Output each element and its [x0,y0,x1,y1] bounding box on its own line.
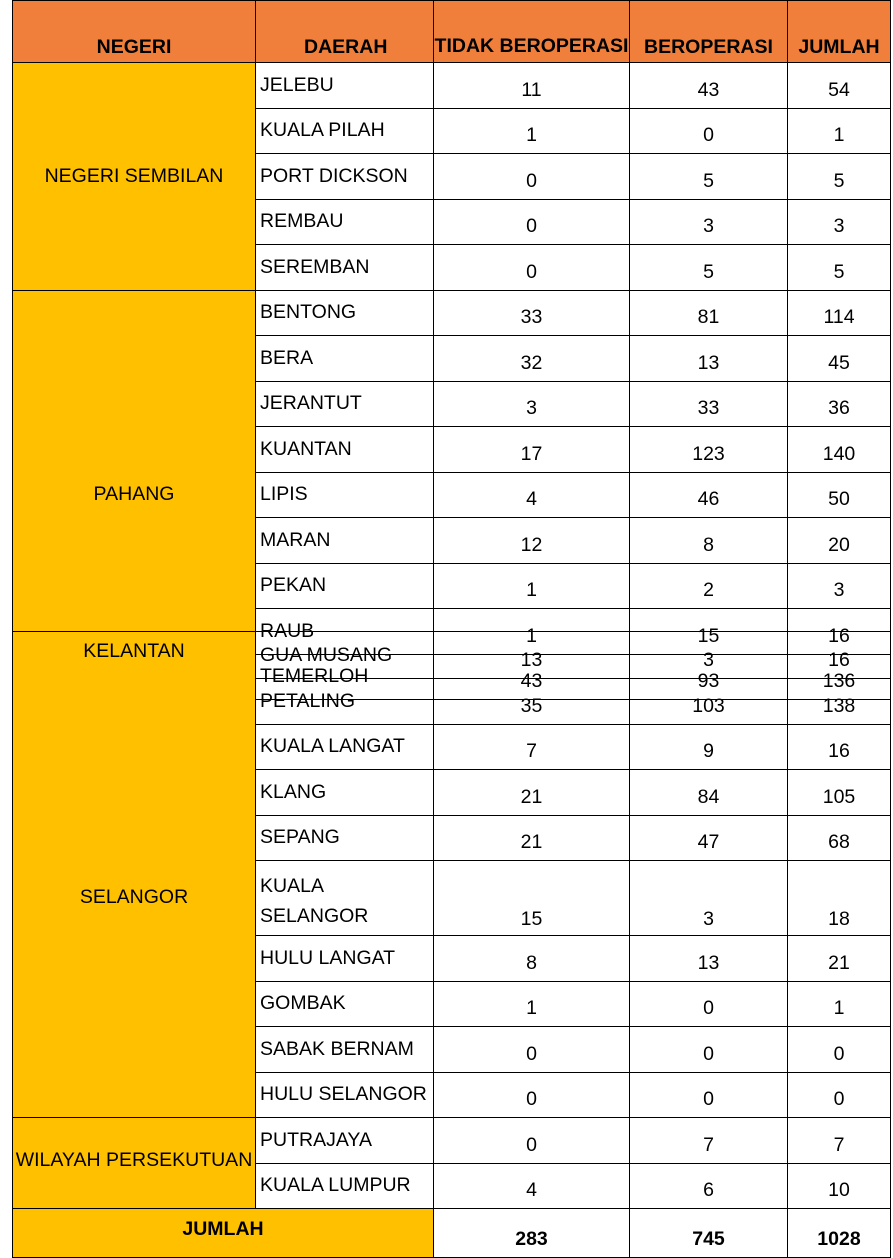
negeri-sembilan-group [13,63,891,291]
district-cell: GUA MUSANG [256,632,434,679]
jumlah-cell: 50 [788,472,891,518]
tidak-cell: 0 [434,245,630,291]
selangor-group [13,679,891,1118]
jumlah-cell: 114 [788,290,891,336]
jumlah-cell: 36 [788,381,891,427]
jumlah-cell: 138 [788,679,891,725]
ber-cell: 0 [630,1027,788,1073]
ber-cell: 103 [630,679,788,725]
tidak-cell: 7 [434,724,630,770]
district-cell: KLANG [256,770,434,816]
tidak-cell: 43 [434,654,630,700]
ber-cell: 0 [630,108,788,154]
ber-cell: 123 [630,427,788,473]
jumlah-cell: 21 [788,936,891,982]
district-cell: PUTRAJAYA [256,1118,434,1164]
table-row [13,632,891,679]
tidak-cell: 13 [434,632,630,679]
total-label: JUMLAH [13,1209,434,1258]
district-cell: LIPIS [256,472,434,518]
district-cell: BERA [256,336,434,382]
header-jumlah: JUMLAH [788,1,891,63]
tidak-cell: 0 [434,1118,630,1164]
ber-cell: 46 [630,472,788,518]
district-cell: HULU LANGAT [256,936,434,982]
table-row [13,63,891,109]
ber-cell: 8 [630,518,788,564]
jumlah-cell: 68 [788,815,891,861]
district-cell: REMBAU [256,199,434,245]
header-row [13,1,891,63]
district-cell: MARAN [256,518,434,564]
tidak-cell: 12 [434,518,630,564]
header-daerah: DAERAH [256,1,434,63]
jumlah-cell: 10 [788,1163,891,1209]
ber-cell: 5 [630,154,788,200]
jumlah-cell: 16 [788,632,891,679]
tidak-cell: 8 [434,936,630,982]
district-cell: KUALA PILAH [256,108,434,154]
state-name: KELANTAN [13,632,256,679]
jumlah-cell: 7 [788,1118,891,1164]
district-cell: SABAK BERNAM [256,1027,434,1073]
district-cell: HULU SELANGOR [256,1072,434,1118]
district-cell: KUANTAN [256,427,434,473]
tidak-cell: 0 [434,1072,630,1118]
ber-cell: 2 [630,563,788,609]
tidak-cell: 0 [434,154,630,200]
tidak-cell: 3 [434,381,630,427]
tidak-cell: 1 [434,609,630,655]
district-cell: JELEBU [256,63,434,109]
ber-cell: 13 [630,936,788,982]
ber-cell: 6 [630,1163,788,1209]
total-ber: 745 [630,1209,788,1258]
tidak-cell: 33 [434,290,630,336]
table-top [12,0,891,700]
tidak-cell: 32 [434,336,630,382]
tidak-cell: 21 [434,770,630,816]
tidak-cell: 1 [434,563,630,609]
tidak-cell: 0 [434,1027,630,1073]
table-row [13,1118,891,1164]
ber-cell: 93 [630,654,788,700]
jumlah-cell: 1 [788,981,891,1027]
ber-cell: 13 [630,336,788,382]
header-beroperasi: BEROPERASI [630,1,788,63]
ber-cell: 0 [630,981,788,1027]
table-row [13,290,891,336]
ber-cell: 3 [630,199,788,245]
jumlah-cell: 5 [788,245,891,291]
ber-cell: 0 [630,1072,788,1118]
jumlah-cell: 54 [788,63,891,109]
district-cell: BENTONG [256,290,434,336]
jumlah-cell: 136 [788,654,891,700]
jumlah-cell: 0 [788,1027,891,1073]
tidak-cell: 35 [434,679,630,725]
district-cell: GOMBAK [256,981,434,1027]
district-cell: PEKAN [256,563,434,609]
tidak-cell: 11 [434,63,630,109]
header-tidak-beroperasi: TIDAK BEROPERASI [434,1,630,63]
jumlah-cell: 16 [788,609,891,655]
district-cell: KUALA LANGAT [256,724,434,770]
jumlah-cell: 1 [788,108,891,154]
district-cell: JERANTUT [256,381,434,427]
tidak-cell: 17 [434,427,630,473]
total-tidak: 283 [434,1209,630,1258]
jumlah-cell: 18 [788,861,891,936]
ber-cell: 3 [630,632,788,679]
wilayah-group [13,1118,891,1209]
jumlah-cell: 105 [788,770,891,816]
district-cell: KUALA LUMPUR [256,1163,434,1209]
tidak-cell: 15 [434,861,630,936]
district-cell: SEPANG [256,815,434,861]
jumlah-cell: 16 [788,724,891,770]
total-jumlah: 1028 [788,1209,891,1258]
ber-cell: 47 [630,815,788,861]
tidak-cell: 21 [434,815,630,861]
tidak-cell: 4 [434,472,630,518]
jumlah-cell: 20 [788,518,891,564]
jumlah-cell: 3 [788,199,891,245]
district-cell: PORT DICKSON [256,154,434,200]
state-name: SELANGOR [13,679,256,1118]
state-name: PAHANG [13,290,256,700]
table-bottom [12,631,891,1258]
tidak-cell: 1 [434,108,630,154]
jumlah-cell: 3 [788,563,891,609]
ber-cell: 84 [630,770,788,816]
district-cell: PETALING [256,679,434,725]
jumlah-cell: 5 [788,154,891,200]
tidak-cell: 4 [434,1163,630,1209]
jumlah-cell: 0 [788,1072,891,1118]
ber-cell: 7 [630,1118,788,1164]
ber-cell: 5 [630,245,788,291]
ber-cell: 33 [630,381,788,427]
ber-cell: 43 [630,63,788,109]
jumlah-cell: 45 [788,336,891,382]
state-name: WILAYAH PERSEKUTUAN [13,1118,256,1209]
ber-cell: 3 [630,861,788,936]
tidak-cell: 0 [434,199,630,245]
state-name: NEGERI SEMBILAN [13,63,256,291]
jumlah-cell: 140 [788,427,891,473]
district-cell: RAUB [256,609,434,655]
tidak-cell: 1 [434,981,630,1027]
district-cell: TEMERLOH [256,654,434,700]
district-cell: SEREMBAN [256,245,434,291]
total-row [13,1209,891,1258]
ber-cell: 15 [630,609,788,655]
kelantan-group [13,632,891,679]
ber-cell: 9 [630,724,788,770]
ber-cell: 81 [630,290,788,336]
table-row [13,679,891,725]
header-negeri: NEGERI [13,1,256,63]
district-cell: KUALA SELANGOR [256,861,434,936]
